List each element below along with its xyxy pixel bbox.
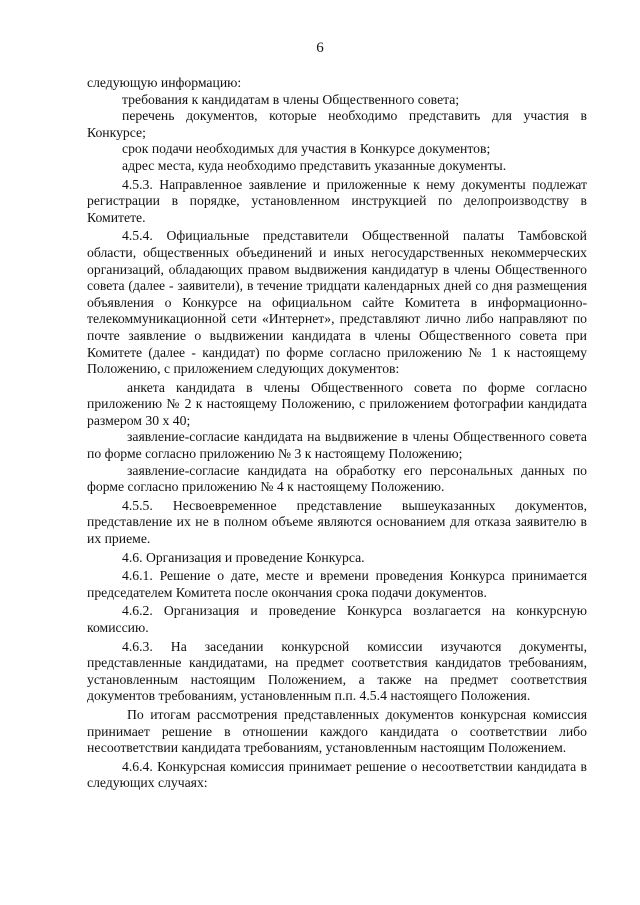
paragraph-intro: следующую информацию: bbox=[87, 75, 242, 90]
paragraph-4-6-4: 4.6.4. Конкурсная комиссия принимает решение о несоответствии кандидата в следующих случаях: bbox=[87, 758, 587, 791]
paragraph-item-consent-nomination: заявление-согласие кандидата на выдвижение в члены Общественного совета по форме согласно приложению № 3 к настоящему Положению; bbox=[87, 429, 587, 462]
page-number: 6 bbox=[316, 40, 324, 56]
paragraph-4-5-5: 4.5.5. Несвоевременное представление вышеуказанных документов, представление их не в полном объеме являются основанием для отказа заявителю в их приеме. bbox=[87, 497, 587, 547]
paragraph-4-6-3: 4.6.3. На заседании конкурсной комиссии изучаются документы, представленные кандидатами, на предмет соответствия кандидатов требованиям, установленным настоящим Положением, а также на предмет соответствия документов требованиям, установленным п.п. 4.5.4 настоящего Положения. bbox=[87, 638, 587, 704]
paragraph-item-address: адрес места, куда необходимо представить указанные документы. bbox=[122, 157, 507, 173]
paragraph-4-6: 4.6. Организация и проведение Конкурса. bbox=[122, 549, 365, 565]
paragraph-item-consent-personal-data: заявление-согласие кандидата на обработку его персональных данных по форме согласно приложению № 4 к настоящему Положению. bbox=[87, 462, 587, 495]
paragraph-results: По итогам рассмотрения представленных документов конкурсная комиссия принимает решение в отношении каждого кандидата о соответствии либо несоответствии кандидата требованиям, установленным настоящим Положением. bbox=[87, 706, 587, 756]
paragraph-item-questionnaire: анкета кандидата в члены Общественного совета по форме согласно приложению № 2 к настоящему Положению, с приложением фотографии кандидата размером 30 х 40; bbox=[87, 379, 587, 428]
paragraph-4-5-3: 4.5.3. Направленное заявление и приложенные к нему документы подлежат регистрации в порядке, установленном инструкцией по делопроизводству в Комитете. bbox=[87, 176, 587, 225]
document-body bbox=[87, 75, 587, 792]
paragraph-4-6-2: 4.6.2. Организация и проведение Конкурса возлагается на конкурсную комиссию. bbox=[87, 603, 587, 635]
paragraph-item-requirements: требования к кандидатам в члены Общественного совета; bbox=[122, 91, 460, 107]
paragraph-item-deadline: срок подачи необходимых для участия в Конкурсе документов; bbox=[122, 141, 491, 157]
paragraph-4-6-1: 4.6.1. Решение о дате, месте и времени проведения Конкурса принимается председателем Комитета после окончания срока подачи документов. bbox=[87, 568, 587, 600]
paragraph-item-documents-list: перечень документов, которые необходимо представить для участия в Конкурсе; bbox=[87, 108, 587, 140]
paragraph-4-5-4: 4.5.4. Официальные представители Общественной палаты Тамбовской области, общественных объединений и иных негосударственных некоммерческих организаций, обладающих правом выдвижения кандидатур в члены Общественного совета (далее - заявители), в течение тридцати календарных дней со дня размещения объявления о Конкурсе на официальном сайте Комитета в информационно-телекоммуникационной сети «Интернет», представляют лично либо направляют по почте заявление о выдвижении кандидата в члены Общественного совета при Комитете (далее - кандидат) по форме согласно приложению № 1 к настоящему Положению, с приложением следующих документов: bbox=[87, 228, 587, 377]
